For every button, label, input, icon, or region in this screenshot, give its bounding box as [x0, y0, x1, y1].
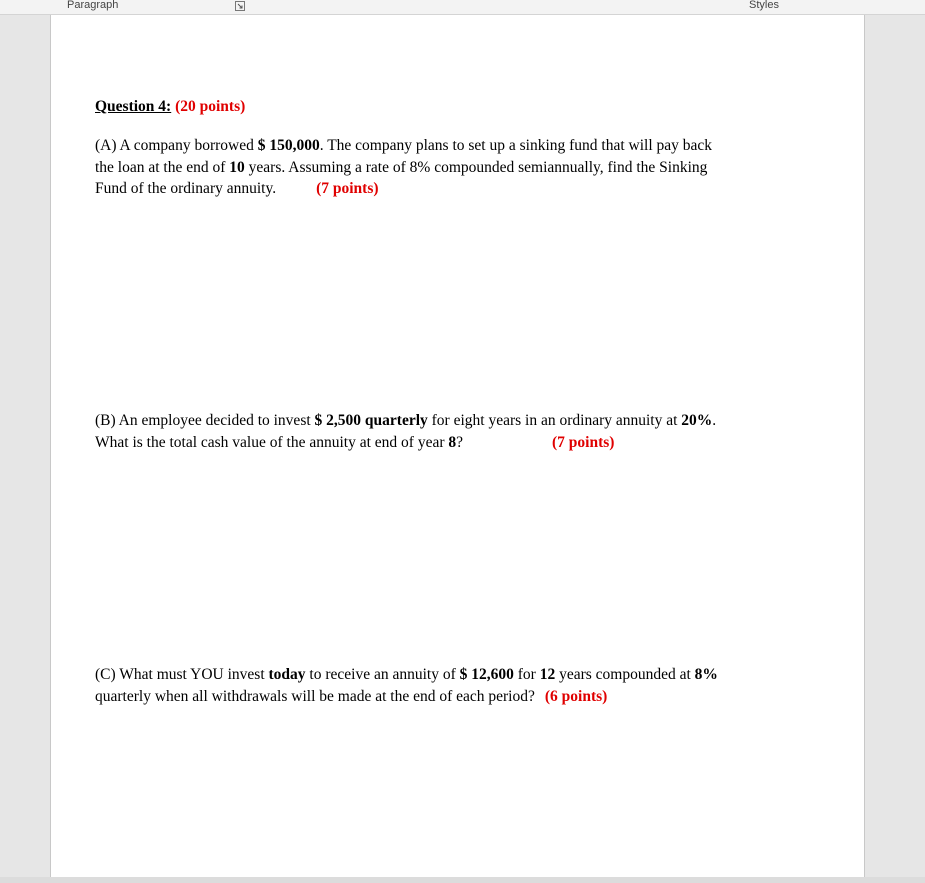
part-a-amount: $ 150,000 — [257, 137, 320, 154]
part-c-text-1: (C) What must YOU invest — [95, 666, 269, 683]
part-b-text-3: . What is the total cash value of the annuity at end of year — [95, 412, 717, 451]
part-b-points: (7 points) — [552, 433, 615, 451]
part-b-amount: $ 2,500 quarterly — [314, 412, 428, 429]
part-a-points: (7 points) — [316, 180, 379, 197]
part-b-year: 8 — [448, 433, 457, 451]
ribbon-strip — [0, 0, 925, 15]
styles-group-label[interactable]: Styles — [749, 0, 779, 11]
part-a-text-3: years. Assuming a rate of 8% compounded semiannually, find the Sinking Fund of the ordinary annuity. — [95, 158, 708, 197]
question-total-points: (20 points) — [175, 98, 246, 115]
part-c-points: (6 points) — [544, 687, 608, 705]
part-b-text-2: for eight years in an ordinary annuity at — [427, 412, 682, 429]
bottom-scroll-area — [0, 877, 925, 883]
part-c-paragraph — [95, 664, 720, 707]
part-c-text-4: years compounded at — [555, 666, 695, 683]
part-a-text-2: . The company plans to set up a sinking fund that will pay back the loan at the end of — [95, 137, 713, 176]
part-b-paragraph — [95, 410, 720, 453]
part-b-text-1: (B) An employee decided to invest — [95, 412, 315, 429]
part-a-paragraph — [95, 135, 720, 200]
part-c-text-5: quarterly when all withdrawals will be made at the end of each period? — [95, 687, 535, 705]
question-heading — [95, 96, 245, 118]
part-c-amount: $ 12,600 — [459, 666, 514, 683]
part-c-rate: 8% — [694, 666, 718, 683]
part-c-today: today — [268, 666, 306, 683]
part-b-text-4: ? — [456, 433, 463, 451]
question-title: Question 4: — [95, 98, 172, 115]
paragraph-dialog-launcher-icon[interactable] — [235, 1, 245, 11]
part-c-years: 12 — [539, 666, 556, 683]
part-c-text-3: for — [513, 666, 540, 683]
part-a-years: 10 — [229, 158, 245, 176]
part-a-text-1: (A) A company borrowed — [95, 137, 258, 154]
paragraph-group-label[interactable]: Paragraph — [67, 0, 119, 11]
part-b-rate: 20% — [681, 412, 713, 429]
part-c-text-2: to receive an annuity of — [305, 666, 460, 683]
